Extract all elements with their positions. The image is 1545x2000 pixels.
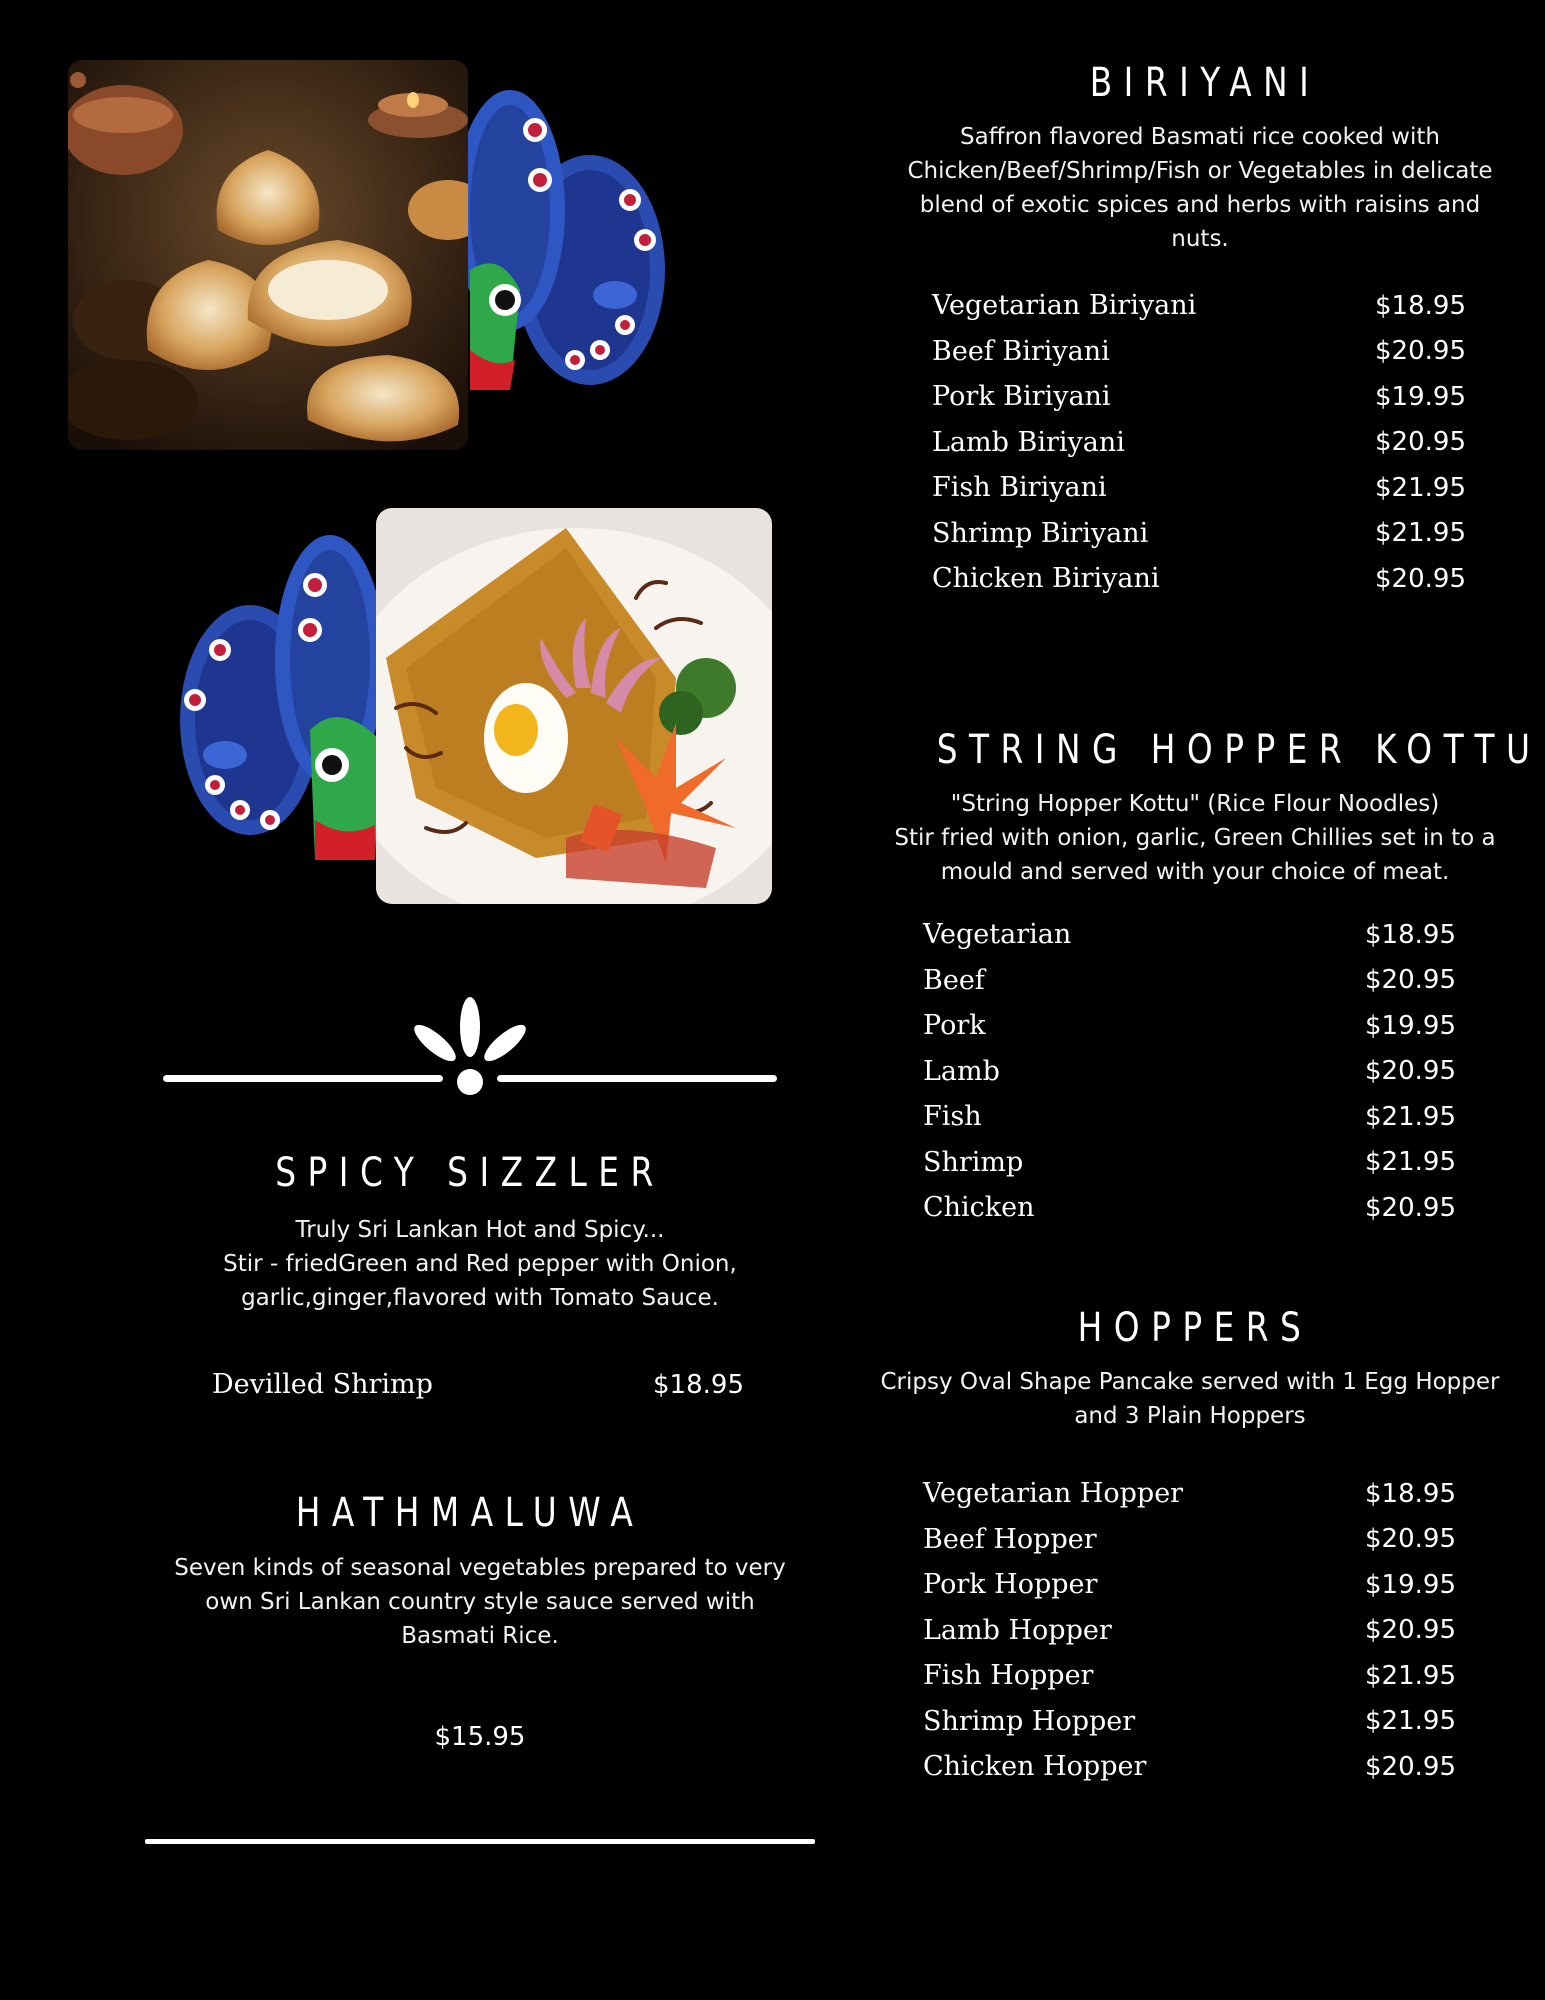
item-name: Fish Biriyani bbox=[932, 472, 1107, 504]
list-item bbox=[932, 283, 1466, 329]
list-item bbox=[923, 1608, 1456, 1654]
hathmaluwa-title: HATHMALUWA bbox=[295, 1490, 645, 1536]
item-price: $20.95 bbox=[1365, 1192, 1456, 1223]
item-name: Fish Hopper bbox=[923, 1660, 1094, 1692]
item-name: Pork bbox=[923, 1010, 986, 1042]
item-price: $18.95 bbox=[1365, 1478, 1456, 1509]
item-price: $18.95 bbox=[1365, 919, 1456, 950]
item-name: Shrimp bbox=[923, 1146, 1024, 1178]
hoppers-photo bbox=[68, 60, 468, 450]
item-name: Pork Biriyani bbox=[932, 381, 1111, 413]
item-price: $21.95 bbox=[1365, 1147, 1456, 1178]
item-price: $20.95 bbox=[1365, 1751, 1456, 1782]
list-item bbox=[923, 1003, 1456, 1049]
item-price: $20.95 bbox=[1375, 427, 1466, 458]
list-item bbox=[932, 556, 1466, 602]
item-price: $20.95 bbox=[1375, 336, 1466, 367]
biriyani-list bbox=[932, 283, 1466, 602]
item-price: $21.95 bbox=[1375, 518, 1466, 549]
list-item bbox=[923, 1744, 1456, 1790]
item-price: $20.95 bbox=[1375, 563, 1466, 594]
item-name: Chicken Biriyani bbox=[932, 563, 1160, 595]
sizzler-item-price: $18.95 bbox=[653, 1369, 744, 1400]
item-name: Lamb bbox=[923, 1055, 1000, 1087]
item-price: $18.95 bbox=[1375, 290, 1466, 321]
sizzler-description-line1: Truly Sri Lankan Hot and Spicy... bbox=[295, 1217, 665, 1243]
item-price: $20.95 bbox=[1365, 1524, 1456, 1555]
list-item bbox=[923, 1140, 1456, 1186]
biriyani-description: Saffron flavored Basmati rice cooked with Chicken/Beef/Shrimp/Fish or Vegetables in delicate blend of exotic spices and herbs with raisins and nuts. bbox=[907, 124, 1493, 252]
item-price: $21.95 bbox=[1365, 1101, 1456, 1132]
list-item bbox=[932, 374, 1466, 420]
list-item bbox=[923, 1517, 1456, 1563]
hathmaluwa-price: $15.95 bbox=[434, 1722, 526, 1752]
list-item bbox=[923, 1185, 1456, 1231]
item-name: Chicken Hopper bbox=[923, 1751, 1147, 1783]
item-name: Vegetarian Hopper bbox=[923, 1478, 1184, 1510]
item-price: $21.95 bbox=[1365, 1706, 1456, 1737]
hoppers-description: Cripsy Oval Shape Pancake served with 1 Egg Hopper and 3 Plain Hoppers bbox=[880, 1369, 1500, 1429]
kottu-description bbox=[885, 787, 1505, 889]
peacock-mask-top bbox=[440, 70, 670, 390]
item-price: $19.95 bbox=[1365, 1569, 1456, 1600]
item-name: Pork Hopper bbox=[923, 1569, 1098, 1601]
hoppers-list bbox=[923, 1471, 1456, 1790]
item-price: $21.95 bbox=[1375, 472, 1466, 503]
bottom-divider bbox=[145, 1839, 815, 1844]
list-item bbox=[923, 1094, 1456, 1140]
list-item bbox=[923, 912, 1456, 958]
kottu-description-line2: Stir fried with onion, garlic, Green Chillies set in to a mould and served with your choice of meat. bbox=[894, 825, 1496, 885]
item-name: Shrimp Biriyani bbox=[932, 517, 1149, 549]
hathmaluwa-description: Seven kinds of seasonal vegetables prepared to very own Sri Lankan country style sauce served with Basmati Rice. bbox=[174, 1555, 786, 1649]
kottu-title: STRING HOPPER KOTTU bbox=[936, 727, 1542, 773]
biriyani-title: BIRIYANI bbox=[1089, 60, 1321, 106]
list-item bbox=[923, 1471, 1456, 1517]
item-name: Lamb Biriyani bbox=[932, 426, 1125, 458]
item-price: $19.95 bbox=[1375, 381, 1466, 412]
item-name: Vegetarian Biriyani bbox=[932, 290, 1197, 322]
list-item bbox=[923, 1653, 1456, 1699]
item-price: $20.95 bbox=[1365, 965, 1456, 996]
item-name: Vegetarian bbox=[923, 919, 1072, 951]
list-item bbox=[923, 1049, 1456, 1095]
item-name: Chicken bbox=[923, 1192, 1035, 1224]
item-price: $19.95 bbox=[1365, 1010, 1456, 1041]
kottu-description-line1: "String Hopper Kottu" (Rice Flour Noodles) bbox=[950, 791, 1440, 817]
list-item bbox=[923, 1562, 1456, 1608]
list-item bbox=[932, 420, 1466, 466]
item-price: $21.95 bbox=[1365, 1660, 1456, 1691]
sizzler-item bbox=[212, 1362, 744, 1408]
sizzler-title: SPICY SIZZLER bbox=[275, 1150, 665, 1196]
item-price: $20.95 bbox=[1365, 1056, 1456, 1087]
flourish-divider-icon bbox=[160, 995, 780, 1095]
list-item bbox=[923, 1699, 1456, 1745]
item-name: Beef bbox=[923, 964, 985, 996]
kottu-list bbox=[923, 912, 1456, 1231]
list-item bbox=[932, 329, 1466, 375]
item-name: Lamb Hopper bbox=[923, 1614, 1112, 1646]
list-item bbox=[923, 958, 1456, 1004]
item-name: Fish bbox=[923, 1101, 982, 1133]
flourish-divider bbox=[160, 995, 780, 1095]
item-price: $20.95 bbox=[1365, 1615, 1456, 1646]
item-name: Shrimp Hopper bbox=[923, 1705, 1136, 1737]
sizzler-description-line2: Stir - friedGreen and Red pepper with Onion, garlic,ginger,flavored with Tomato Sauce. bbox=[223, 1251, 737, 1311]
sizzler-description bbox=[190, 1213, 770, 1315]
item-name: Beef Hopper bbox=[923, 1523, 1097, 1555]
sizzler-item-name: Devilled Shrimp bbox=[212, 1369, 433, 1401]
biriyani-photo bbox=[376, 508, 772, 904]
list-item bbox=[932, 511, 1466, 557]
list-item bbox=[932, 465, 1466, 511]
hoppers-title: HOPPERS bbox=[1077, 1305, 1313, 1351]
item-name: Beef Biriyani bbox=[932, 335, 1110, 367]
peacock-mask-icon bbox=[440, 70, 670, 390]
